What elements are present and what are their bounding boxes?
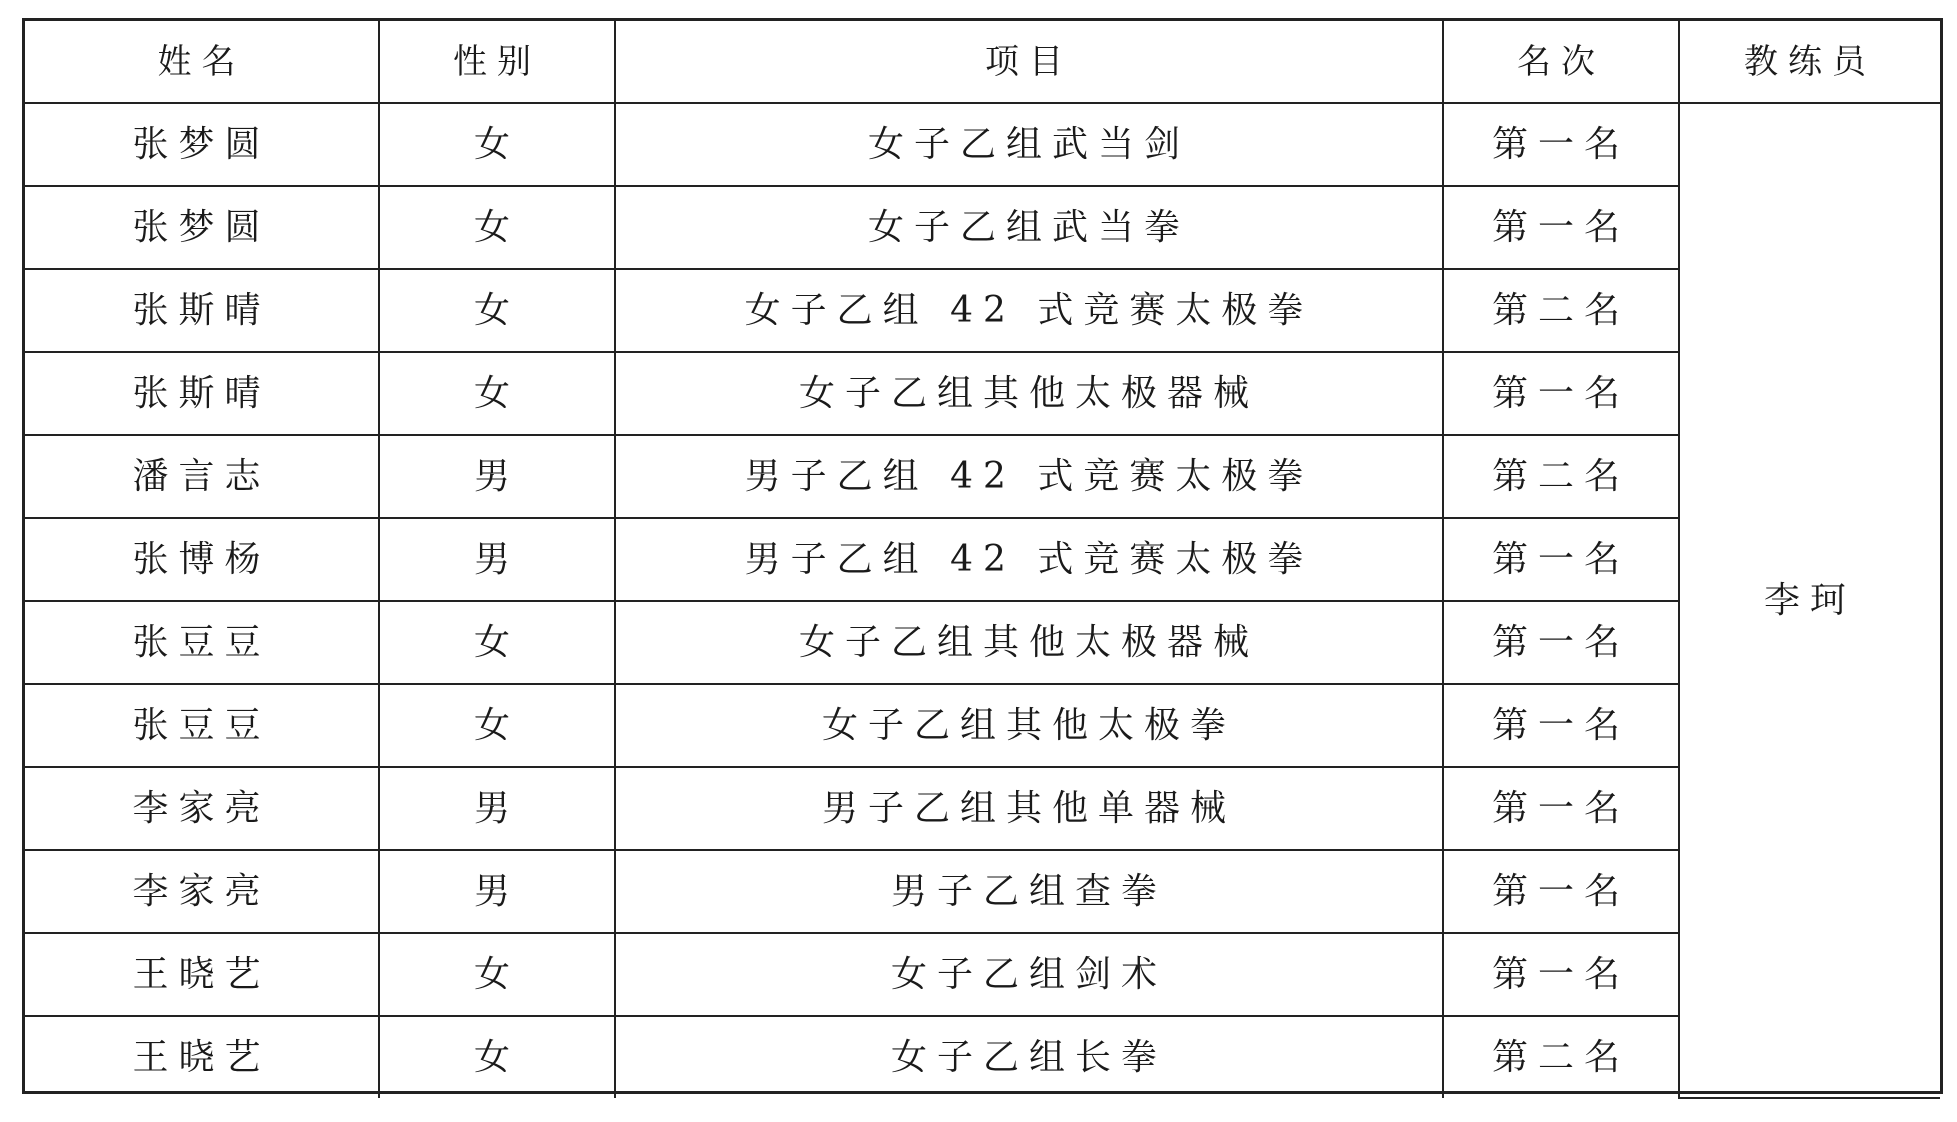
cell-name: 张博杨	[25, 518, 379, 601]
cell-gender: 男	[379, 850, 615, 933]
cell-event: 女子乙组其他太极拳	[615, 684, 1443, 767]
header-gender: 性别	[379, 21, 615, 103]
cell-name: 张豆豆	[25, 601, 379, 684]
table-row	[25, 1016, 1940, 1098]
results-table	[25, 21, 1940, 1099]
cell-rank: 第一名	[1443, 103, 1679, 186]
cell-gender: 男	[379, 518, 615, 601]
cell-gender: 女	[379, 352, 615, 435]
cell-rank: 第一名	[1443, 518, 1679, 601]
cell-name: 李家亮	[25, 850, 379, 933]
cell-name: 张斯晴	[25, 352, 379, 435]
cell-name: 张斯晴	[25, 269, 379, 352]
table-row	[25, 352, 1940, 435]
cell-rank: 第一名	[1443, 601, 1679, 684]
table-row	[25, 767, 1940, 850]
cell-name: 张豆豆	[25, 684, 379, 767]
cell-name: 李家亮	[25, 767, 379, 850]
cell-gender: 女	[379, 933, 615, 1016]
cell-gender: 女	[379, 684, 615, 767]
cell-rank: 第一名	[1443, 933, 1679, 1016]
cell-event: 女子乙组武当剑	[615, 103, 1443, 186]
table-row	[25, 103, 1940, 186]
cell-event: 女子乙组剑术	[615, 933, 1443, 1016]
cell-gender: 男	[379, 767, 615, 850]
cell-rank: 第一名	[1443, 684, 1679, 767]
cell-event: 女子乙组武当拳	[615, 186, 1443, 269]
cell-rank: 第一名	[1443, 352, 1679, 435]
cell-rank: 第二名	[1443, 1016, 1679, 1098]
cell-event: 男子乙组 42 式竞赛太极拳	[615, 518, 1443, 601]
results-table-frame	[22, 18, 1943, 1094]
header-event: 项目	[615, 21, 1443, 103]
cell-rank: 第二名	[1443, 435, 1679, 518]
cell-rank: 第一名	[1443, 767, 1679, 850]
cell-event: 女子乙组长拳	[615, 1016, 1443, 1098]
cell-gender: 女	[379, 103, 615, 186]
cell-event: 男子乙组查拳	[615, 850, 1443, 933]
cell-gender: 女	[379, 186, 615, 269]
cell-name: 潘言志	[25, 435, 379, 518]
cell-event: 女子乙组其他太极器械	[615, 352, 1443, 435]
cell-name: 王晓艺	[25, 933, 379, 1016]
table-row	[25, 684, 1940, 767]
cell-event: 女子乙组 42 式竞赛太极拳	[615, 269, 1443, 352]
cell-gender: 女	[379, 269, 615, 352]
header-rank: 名次	[1443, 21, 1679, 103]
table-row	[25, 601, 1940, 684]
header-coach: 教练员	[1679, 21, 1940, 103]
header-row	[25, 21, 1940, 103]
table-row	[25, 518, 1940, 601]
cell-rank: 第一名	[1443, 186, 1679, 269]
cell-event: 男子乙组 42 式竞赛太极拳	[615, 435, 1443, 518]
cell-name: 张梦圆	[25, 103, 379, 186]
cell-event: 男子乙组其他单器械	[615, 767, 1443, 850]
cell-gender: 女	[379, 1016, 615, 1098]
cell-name: 王晓艺	[25, 1016, 379, 1098]
table-row	[25, 435, 1940, 518]
cell-gender: 女	[379, 601, 615, 684]
cell-coach: 李珂	[1679, 103, 1940, 1098]
cell-name: 张梦圆	[25, 186, 379, 269]
table-row	[25, 186, 1940, 269]
cell-event: 女子乙组其他太极器械	[615, 601, 1443, 684]
header-name: 姓名	[25, 21, 379, 103]
table-row	[25, 850, 1940, 933]
cell-rank: 第二名	[1443, 269, 1679, 352]
table-row	[25, 269, 1940, 352]
cell-rank: 第一名	[1443, 850, 1679, 933]
cell-gender: 男	[379, 435, 615, 518]
table-row	[25, 933, 1940, 1016]
